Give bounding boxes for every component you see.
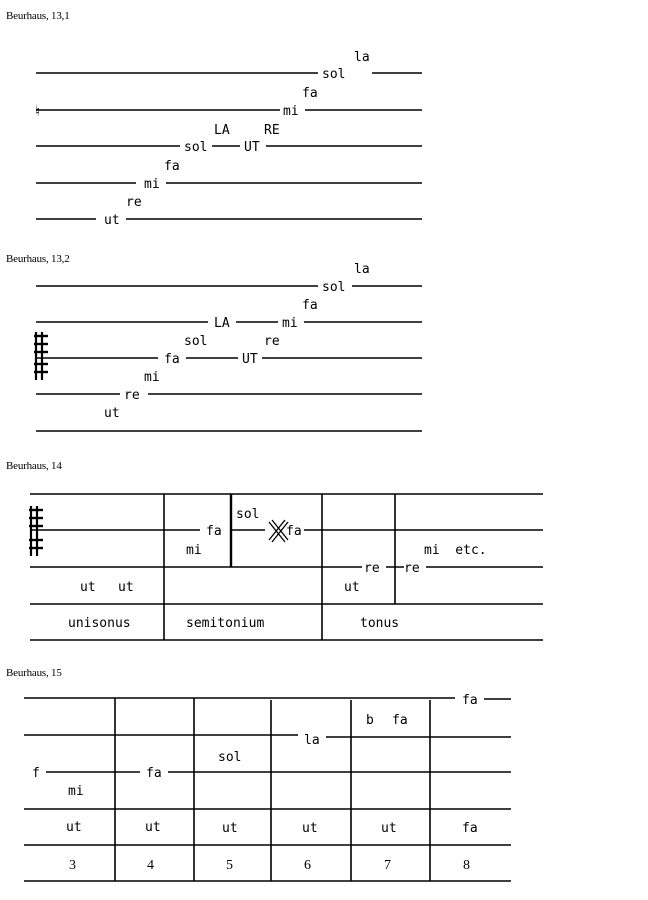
syllable-label: ut <box>118 580 134 595</box>
natural-sign-icon: ♮ <box>35 105 41 120</box>
syllable-label: sol <box>322 67 346 82</box>
syllable-label: LA <box>214 316 230 331</box>
syllable-label: re <box>404 561 420 576</box>
interval-label-unisonus: unisonus <box>68 616 131 631</box>
syllable-label: la <box>354 262 370 277</box>
interval-label-tonus: tonus <box>360 616 400 631</box>
figure-3 <box>29 494 543 640</box>
syllable-label: re <box>126 195 142 210</box>
syllable-label: sol <box>218 750 242 765</box>
caption-figure-3: Beurhaus, 14 <box>6 460 62 472</box>
syllable-label: mi etc. <box>424 543 487 558</box>
table-cell: ut <box>66 820 82 835</box>
column-number: 6 <box>304 858 311 873</box>
interval-label-semitonium: semitonium <box>186 616 265 631</box>
syllable-label: la <box>304 733 320 748</box>
syllable-label: mi <box>282 316 298 331</box>
caption-figure-1: Beurhaus, 13,1 <box>6 10 70 22</box>
table-cell: ut <box>381 821 397 836</box>
syllable-label: b <box>366 713 374 728</box>
syllable-label: ut <box>80 580 96 595</box>
syllable-label: f <box>32 766 40 781</box>
table-cell: ut <box>222 821 238 836</box>
table-cell: fa <box>462 821 478 836</box>
column-number: 7 <box>384 858 391 873</box>
figure-4 <box>24 693 511 881</box>
syllable-label: mi <box>144 177 160 192</box>
syllable-label: mi <box>68 784 84 799</box>
syllable-label: UT <box>242 352 258 367</box>
syllable-label: RE <box>264 123 280 138</box>
syllable-label: fa <box>302 298 318 313</box>
syllable-label: mi <box>283 104 299 119</box>
syllable-label: mi <box>186 543 202 558</box>
table-cell: ut <box>302 821 318 836</box>
caption-figure-2: Beurhaus, 13,2 <box>6 253 70 265</box>
clef-icon <box>29 506 43 556</box>
column-number: 5 <box>226 858 233 873</box>
syllable-label: re <box>124 388 140 403</box>
syllable-label: fa <box>392 713 408 728</box>
column-number: 8 <box>463 858 470 873</box>
syllable-label: ut <box>104 213 120 228</box>
syllable-label: LA <box>214 123 230 138</box>
syllable-label: mi <box>144 370 160 385</box>
column-number: 4 <box>147 858 154 873</box>
syllable-label: fa <box>206 524 222 539</box>
syllable-label: fa <box>164 352 180 367</box>
figure-1 <box>35 50 422 228</box>
syllable-label: re <box>364 561 380 576</box>
syllable-label: sol <box>184 140 208 155</box>
syllable-label: ut <box>104 406 120 421</box>
figure-2 <box>34 262 422 431</box>
syllable-label: sol <box>184 334 208 349</box>
table-cell: ut <box>145 820 161 835</box>
syllable-label: sol <box>322 280 346 295</box>
syllable-label: fa <box>302 86 318 101</box>
clef-icon <box>34 332 48 380</box>
syllable-label: fa <box>146 766 162 781</box>
syllable-label: fa <box>286 524 302 539</box>
syllable-label: sol <box>236 507 260 522</box>
syllable-label: fa <box>164 159 180 174</box>
caption-figure-4: Beurhaus, 15 <box>6 667 62 679</box>
syllable-label: la <box>354 50 370 65</box>
syllable-label: re <box>264 334 280 349</box>
syllable-label: UT <box>244 140 260 155</box>
syllable-label: ut <box>344 580 360 595</box>
syllable-label: fa <box>462 693 478 708</box>
column-number: 3 <box>69 858 76 873</box>
